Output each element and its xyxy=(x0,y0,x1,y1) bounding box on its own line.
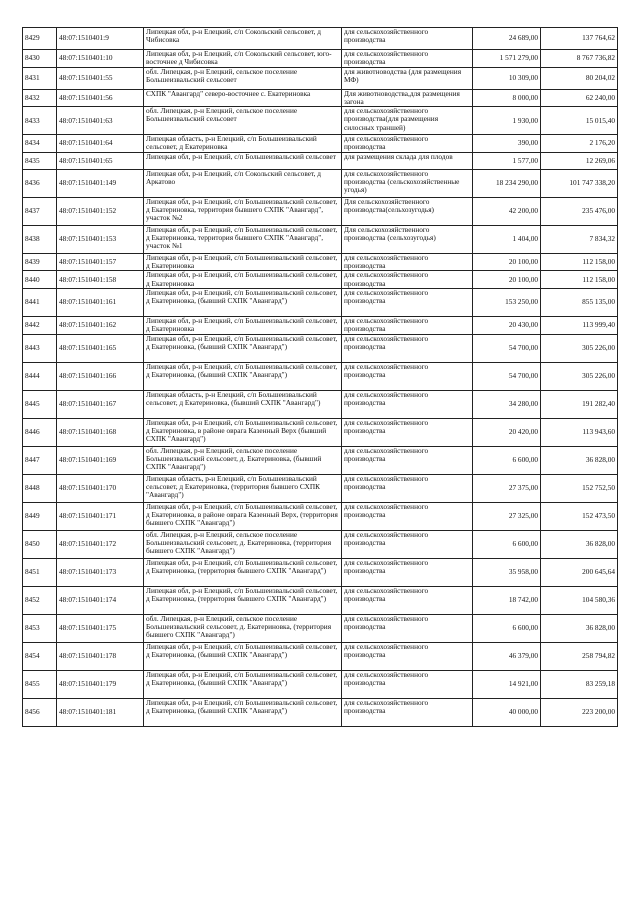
row-number-cell: 8432 xyxy=(23,89,57,107)
area-cell: 20 100,00 xyxy=(473,253,541,271)
address-cell: Липецкая обл, р-н Елецкий, с/п Большеизвальский сельсовет xyxy=(144,152,342,169)
row-number-cell: 8435 xyxy=(23,152,57,169)
area-cell: 27 325,00 xyxy=(473,502,541,530)
table-row xyxy=(23,474,618,502)
table-row xyxy=(23,271,618,289)
table-row xyxy=(23,28,618,50)
cadastral-number-cell: 48:07:1510401:170 xyxy=(57,474,144,502)
address-cell: обл. Липецкая, р-н Елецкий, сельское поселение Большеизвальский сельсовет xyxy=(144,107,342,135)
permitted-use-cell: Для сельскохозяйственного производства (сельхозугодья) xyxy=(342,225,473,253)
area-cell: 18 234 290,00 xyxy=(473,169,541,197)
table-row xyxy=(23,152,618,169)
address-cell: обл. Липецкая, р-н Елецкий, сельское поселение Большеизвальский сельсовет, д. Екатериновка, (территория бывшего СХПК "Авангард") xyxy=(144,614,342,642)
table-row xyxy=(23,670,618,698)
land-plots-table xyxy=(22,27,618,727)
cadastral-number-cell: 48:07:1510401:161 xyxy=(57,288,144,316)
cadastral-number-cell: 48:07:1510401:175 xyxy=(57,614,144,642)
area-cell: 34 280,00 xyxy=(473,390,541,418)
area-cell: 1 577,00 xyxy=(473,152,541,169)
address-cell: Липецкая область, р-н Елецкий, с/п Большеизвальский сельсовет, д Екатериновка, (бывший СХПК "Авангард") xyxy=(144,390,342,418)
row-number-cell: 8438 xyxy=(23,225,57,253)
cadastral-number-cell: 48:07:1510401:166 xyxy=(57,362,144,390)
cadastral-number-cell: 48:07:1510401:174 xyxy=(57,586,144,614)
table-body xyxy=(23,28,618,727)
address-cell: Липецкая обл, р-н Елецкий, с/п Большеизвальский сельсовет, д Екатериновка, (бывший СХПК "Авангард") xyxy=(144,288,342,316)
cadastral-cost-cell: 80 204,02 xyxy=(541,67,618,89)
permitted-use-cell: для сельскохозяйственного производства xyxy=(342,446,473,474)
row-number-cell: 8450 xyxy=(23,530,57,558)
permitted-use-cell: для сельскохозяйственного производства xyxy=(342,28,473,50)
area-cell: 153 250,00 xyxy=(473,288,541,316)
cadastral-number-cell: 48:07:1510401:158 xyxy=(57,271,144,289)
cadastral-cost-cell: 8 767 736,82 xyxy=(541,50,618,68)
permitted-use-cell: для сельскохозяйственного производства xyxy=(342,253,473,271)
table-row xyxy=(23,390,618,418)
permitted-use-cell: для сельскохозяйственного производства xyxy=(342,50,473,68)
permitted-use-cell: для сельскохозяйственного производства xyxy=(342,502,473,530)
area-cell: 54 700,00 xyxy=(473,334,541,362)
area-cell: 14 921,00 xyxy=(473,670,541,698)
cadastral-number-cell: 48:07:1510401:165 xyxy=(57,334,144,362)
cadastral-cost-cell: 12 269,06 xyxy=(541,152,618,169)
area-cell: 8 000,00 xyxy=(473,89,541,107)
cadastral-number-cell: 48:07:1510401:173 xyxy=(57,558,144,586)
permitted-use-cell: для сельскохозяйственного производства xyxy=(342,698,473,726)
row-number-cell: 8452 xyxy=(23,586,57,614)
address-cell: Липецкая обл, р-н Елецкий, с/п Большеизвальский сельсовет, д Екатериновка xyxy=(144,253,342,271)
table-row xyxy=(23,586,618,614)
permitted-use-cell: для сельскохозяйственного производства xyxy=(342,558,473,586)
area-cell: 20 430,00 xyxy=(473,316,541,334)
address-cell: СХПК "Авангард" северо-восточнее с. Екатериновка xyxy=(144,89,342,107)
cadastral-cost-cell: 258 794,82 xyxy=(541,642,618,670)
table-row xyxy=(23,446,618,474)
cadastral-cost-cell: 152 473,50 xyxy=(541,502,618,530)
address-cell: Липецкая обл, р-н Елецкий, с/п Большеизвальский сельсовет, д Екатериновка, (бывший СХПК "Авангард") xyxy=(144,642,342,670)
address-cell: Липецкая обл, р-н Елецкий, с/п Большеизвальский сельсовет, д Екатериновка, (бывший СХПК "Авангард") xyxy=(144,698,342,726)
area-cell: 1 930,00 xyxy=(473,107,541,135)
address-cell: Липецкая обл, р-н Елецкий, с/п Большеизвальский сельсовет, д Екатериновка xyxy=(144,316,342,334)
cadastral-cost-cell: 113 999,40 xyxy=(541,316,618,334)
address-cell: Липецкая обл, р-н Елецкий, с/п Большеизвальский сельсовет, д Екатериновка, (территория бывшего СХПК "Авангард") xyxy=(144,586,342,614)
cadastral-cost-cell: 36 828,00 xyxy=(541,614,618,642)
table-row xyxy=(23,135,618,153)
row-number-cell: 8453 xyxy=(23,614,57,642)
cadastral-cost-cell: 305 226,00 xyxy=(541,334,618,362)
table-row xyxy=(23,334,618,362)
row-number-cell: 8433 xyxy=(23,107,57,135)
area-cell: 42 200,00 xyxy=(473,197,541,225)
cadastral-number-cell: 48:07:1510401:171 xyxy=(57,502,144,530)
cadastral-number-cell: 48:07:1510401:169 xyxy=(57,446,144,474)
cadastral-cost-cell: 113 943,60 xyxy=(541,418,618,446)
cadastral-cost-cell: 2 176,20 xyxy=(541,135,618,153)
cadastral-number-cell: 48:07:1510401:10 xyxy=(57,50,144,68)
row-number-cell: 8456 xyxy=(23,698,57,726)
row-number-cell: 8445 xyxy=(23,390,57,418)
table-row xyxy=(23,107,618,135)
permitted-use-cell: для сельскохозяйственного производства(для размещения силосных траншей) xyxy=(342,107,473,135)
table-row xyxy=(23,169,618,197)
table-row xyxy=(23,89,618,107)
table-row xyxy=(23,316,618,334)
cadastral-number-cell: 48:07:1510401:172 xyxy=(57,530,144,558)
table-row xyxy=(23,418,618,446)
row-number-cell: 8442 xyxy=(23,316,57,334)
cadastral-cost-cell: 15 015,40 xyxy=(541,107,618,135)
row-number-cell: 8443 xyxy=(23,334,57,362)
row-number-cell: 8455 xyxy=(23,670,57,698)
area-cell: 40 000,00 xyxy=(473,698,541,726)
table-row xyxy=(23,642,618,670)
permitted-use-cell: для сельскохозяйственного производства xyxy=(342,288,473,316)
cadastral-cost-cell: 223 200,00 xyxy=(541,698,618,726)
cadastral-cost-cell: 191 282,40 xyxy=(541,390,618,418)
address-cell: Липецкая обл, р-н Елецкий, с/п Большеизвальский сельсовет, д Екатериновка, (территория бывшего СХПК "Авангард") xyxy=(144,558,342,586)
address-cell: обл. Липецкая, р-н Елецкий, сельское поселение Большеизвальский сельсовет, д. Екатериновка, (бывший СХПК "Авангард") xyxy=(144,446,342,474)
row-number-cell: 8440 xyxy=(23,271,57,289)
address-cell: обл. Липецкая, р-н Елецкий, сельское поселение Большеизвальский сельсовет xyxy=(144,67,342,89)
cadastral-number-cell: 48:07:1510401:63 xyxy=(57,107,144,135)
area-cell: 6 600,00 xyxy=(473,614,541,642)
cadastral-number-cell: 48:07:1510401:167 xyxy=(57,390,144,418)
cadastral-cost-cell: 104 580,36 xyxy=(541,586,618,614)
permitted-use-cell: для сельскохозяйственного производства xyxy=(342,362,473,390)
cadastral-cost-cell: 36 828,00 xyxy=(541,446,618,474)
table-row xyxy=(23,530,618,558)
row-number-cell: 8437 xyxy=(23,197,57,225)
document-page xyxy=(22,27,617,727)
row-number-cell: 8451 xyxy=(23,558,57,586)
permitted-use-cell: для сельскохозяйственного производства xyxy=(342,334,473,362)
row-number-cell: 8449 xyxy=(23,502,57,530)
permitted-use-cell: для сельскохозяйственного производства xyxy=(342,316,473,334)
cadastral-cost-cell: 137 764,62 xyxy=(541,28,618,50)
area-cell: 390,00 xyxy=(473,135,541,153)
area-cell: 1 404,00 xyxy=(473,225,541,253)
area-cell: 20 420,00 xyxy=(473,418,541,446)
permitted-use-cell: для сельскохозяйственного производства xyxy=(342,530,473,558)
row-number-cell: 8436 xyxy=(23,169,57,197)
permitted-use-cell: для сельскохозяйственного производства xyxy=(342,135,473,153)
cadastral-number-cell: 48:07:1510401:55 xyxy=(57,67,144,89)
permitted-use-cell: для размещения склада для плодов xyxy=(342,152,473,169)
area-cell: 20 100,00 xyxy=(473,271,541,289)
area-cell: 6 600,00 xyxy=(473,530,541,558)
cadastral-cost-cell: 62 240,00 xyxy=(541,89,618,107)
area-cell: 18 742,00 xyxy=(473,586,541,614)
table-row xyxy=(23,614,618,642)
address-cell: Липецкая обл, р-н Елецкий, с/п Большеизвальский сельсовет, д Екатериновка, в районе оврага Казенный Верх (бывший СХПК "Авангард") xyxy=(144,418,342,446)
permitted-use-cell: для сельскохозяйственного производства xyxy=(342,390,473,418)
address-cell: Липецкая обл, р-н Елецкий, с/п Большеизвальский сельсовет, д Екатериновка, территория бывшего СХПК "Авангард", участок №2 xyxy=(144,197,342,225)
cadastral-number-cell: 48:07:1510401:168 xyxy=(57,418,144,446)
row-number-cell: 8447 xyxy=(23,446,57,474)
permitted-use-cell: для животноводства (для размещения МФ) xyxy=(342,67,473,89)
permitted-use-cell: для сельскохозяйственного производства xyxy=(342,642,473,670)
row-number-cell: 8430 xyxy=(23,50,57,68)
row-number-cell: 8431 xyxy=(23,67,57,89)
table-row xyxy=(23,197,618,225)
table-row xyxy=(23,50,618,68)
permitted-use-cell: для сельскохозяйственного производства xyxy=(342,474,473,502)
cadastral-number-cell: 48:07:1510401:157 xyxy=(57,253,144,271)
cadastral-cost-cell: 855 135,00 xyxy=(541,288,618,316)
address-cell: обл. Липецкая, р-н Елецкий, сельское поселение Большеизвальский сельсовет, д. Екатериновка, (территория бывшего СХПК "Авангард") xyxy=(144,530,342,558)
address-cell: Липецкая обл, р-н Елецкий, с/п Сокольский сельсовет, д Аркатово xyxy=(144,169,342,197)
cadastral-cost-cell: 235 476,00 xyxy=(541,197,618,225)
cadastral-number-cell: 48:07:1510401:64 xyxy=(57,135,144,153)
permitted-use-cell: Для животноводства,для размещения загона xyxy=(342,89,473,107)
row-number-cell: 8441 xyxy=(23,288,57,316)
cadastral-cost-cell: 112 158,00 xyxy=(541,253,618,271)
cadastral-cost-cell: 305 226,00 xyxy=(541,362,618,390)
permitted-use-cell: Для сельскохозяйственного производства(сельхозугодья) xyxy=(342,197,473,225)
area-cell: 54 700,00 xyxy=(473,362,541,390)
address-cell: Липецкая обл, р-н Елецкий, с/п Большеизвальский сельсовет, д Екатериновка, в районе оврага Казенный Верх, (территория бывшего СХПК "Авангард") xyxy=(144,502,342,530)
address-cell: Липецкая обл, р-н Елецкий, с/п Большеизвальский сельсовет, д Екатериновка, (бывший СХПК "Авангард") xyxy=(144,670,342,698)
row-number-cell: 8448 xyxy=(23,474,57,502)
address-cell: Липецкая обл, р-н Елецкий, с/п Большеизвальский сельсовет, д Екатериновка, (бывший СХПК "Авангард") xyxy=(144,334,342,362)
table-row xyxy=(23,225,618,253)
row-number-cell: 8454 xyxy=(23,642,57,670)
address-cell: Липецкая обл, р-н Елецкий, с/п Сокольский сельсовет, юго-восточнее д Чибисовка xyxy=(144,50,342,68)
cadastral-cost-cell: 152 752,50 xyxy=(541,474,618,502)
address-cell: Липецкая область, р-н Елецкий, с/п Большеизвальский сельсовет, д Екатериновка, (территория бывшего СХПК "Авангард") xyxy=(144,474,342,502)
cadastral-number-cell: 48:07:1510401:181 xyxy=(57,698,144,726)
area-cell: 10 309,00 xyxy=(473,67,541,89)
address-cell: Липецкая область, р-н Елецкий, с/п Большеизвальский сельсовет, д Екатериновка xyxy=(144,135,342,153)
area-cell: 1 571 279,00 xyxy=(473,50,541,68)
table-row xyxy=(23,362,618,390)
table-row xyxy=(23,502,618,530)
cadastral-number-cell: 48:07:1510401:178 xyxy=(57,642,144,670)
cadastral-cost-cell: 200 645,64 xyxy=(541,558,618,586)
area-cell: 35 958,00 xyxy=(473,558,541,586)
permitted-use-cell: для сельскохозяйственного производства (сельскохозяйственные угодья) xyxy=(342,169,473,197)
cadastral-cost-cell: 83 259,18 xyxy=(541,670,618,698)
permitted-use-cell: для сельскохозяйственного производства xyxy=(342,418,473,446)
table-row xyxy=(23,698,618,726)
address-cell: Липецкая обл, р-н Елецкий, с/п Большеизвальский сельсовет, д Екатериновка, (бывший СХПК "Авангард") xyxy=(144,362,342,390)
cadastral-number-cell: 48:07:1510401:9 xyxy=(57,28,144,50)
permitted-use-cell: для сельскохозяйственного производства xyxy=(342,271,473,289)
row-number-cell: 8439 xyxy=(23,253,57,271)
area-cell: 6 600,00 xyxy=(473,446,541,474)
cadastral-number-cell: 48:07:1510401:56 xyxy=(57,89,144,107)
row-number-cell: 8429 xyxy=(23,28,57,50)
cadastral-number-cell: 48:07:1510401:179 xyxy=(57,670,144,698)
address-cell: Липецкая обл, р-н Елецкий, с/п Большеизвальский сельсовет, д Екатериновка xyxy=(144,271,342,289)
table-row xyxy=(23,288,618,316)
cadastral-cost-cell: 36 828,00 xyxy=(541,530,618,558)
address-cell: Липецкая обл, р-н Елецкий, с/п Большеизвальский сельсовет, д Екатериновка, территория бывшего СХПК "Авангард", участок №1 xyxy=(144,225,342,253)
area-cell: 24 689,00 xyxy=(473,28,541,50)
address-cell: Липецкая обл, р-н Елецкий, с/п Сокольский сельсовет, д Чибисовка xyxy=(144,28,342,50)
table-row xyxy=(23,253,618,271)
area-cell: 27 375,00 xyxy=(473,474,541,502)
area-cell: 46 379,00 xyxy=(473,642,541,670)
cadastral-number-cell: 48:07:1510401:153 xyxy=(57,225,144,253)
permitted-use-cell: для сельскохозяйственного производства xyxy=(342,670,473,698)
table-row xyxy=(23,558,618,586)
cadastral-number-cell: 48:07:1510401:162 xyxy=(57,316,144,334)
cadastral-number-cell: 48:07:1510401:149 xyxy=(57,169,144,197)
permitted-use-cell: для сельскохозяйственного производства xyxy=(342,614,473,642)
row-number-cell: 8446 xyxy=(23,418,57,446)
table-row xyxy=(23,67,618,89)
cadastral-number-cell: 48:07:1510401:65 xyxy=(57,152,144,169)
row-number-cell: 8434 xyxy=(23,135,57,153)
cadastral-cost-cell: 101 747 338,20 xyxy=(541,169,618,197)
permitted-use-cell: для сельскохозяйственного производства xyxy=(342,586,473,614)
cadastral-cost-cell: 7 834,32 xyxy=(541,225,618,253)
cadastral-cost-cell: 112 158,00 xyxy=(541,271,618,289)
row-number-cell: 8444 xyxy=(23,362,57,390)
cadastral-number-cell: 48:07:1510401:152 xyxy=(57,197,144,225)
